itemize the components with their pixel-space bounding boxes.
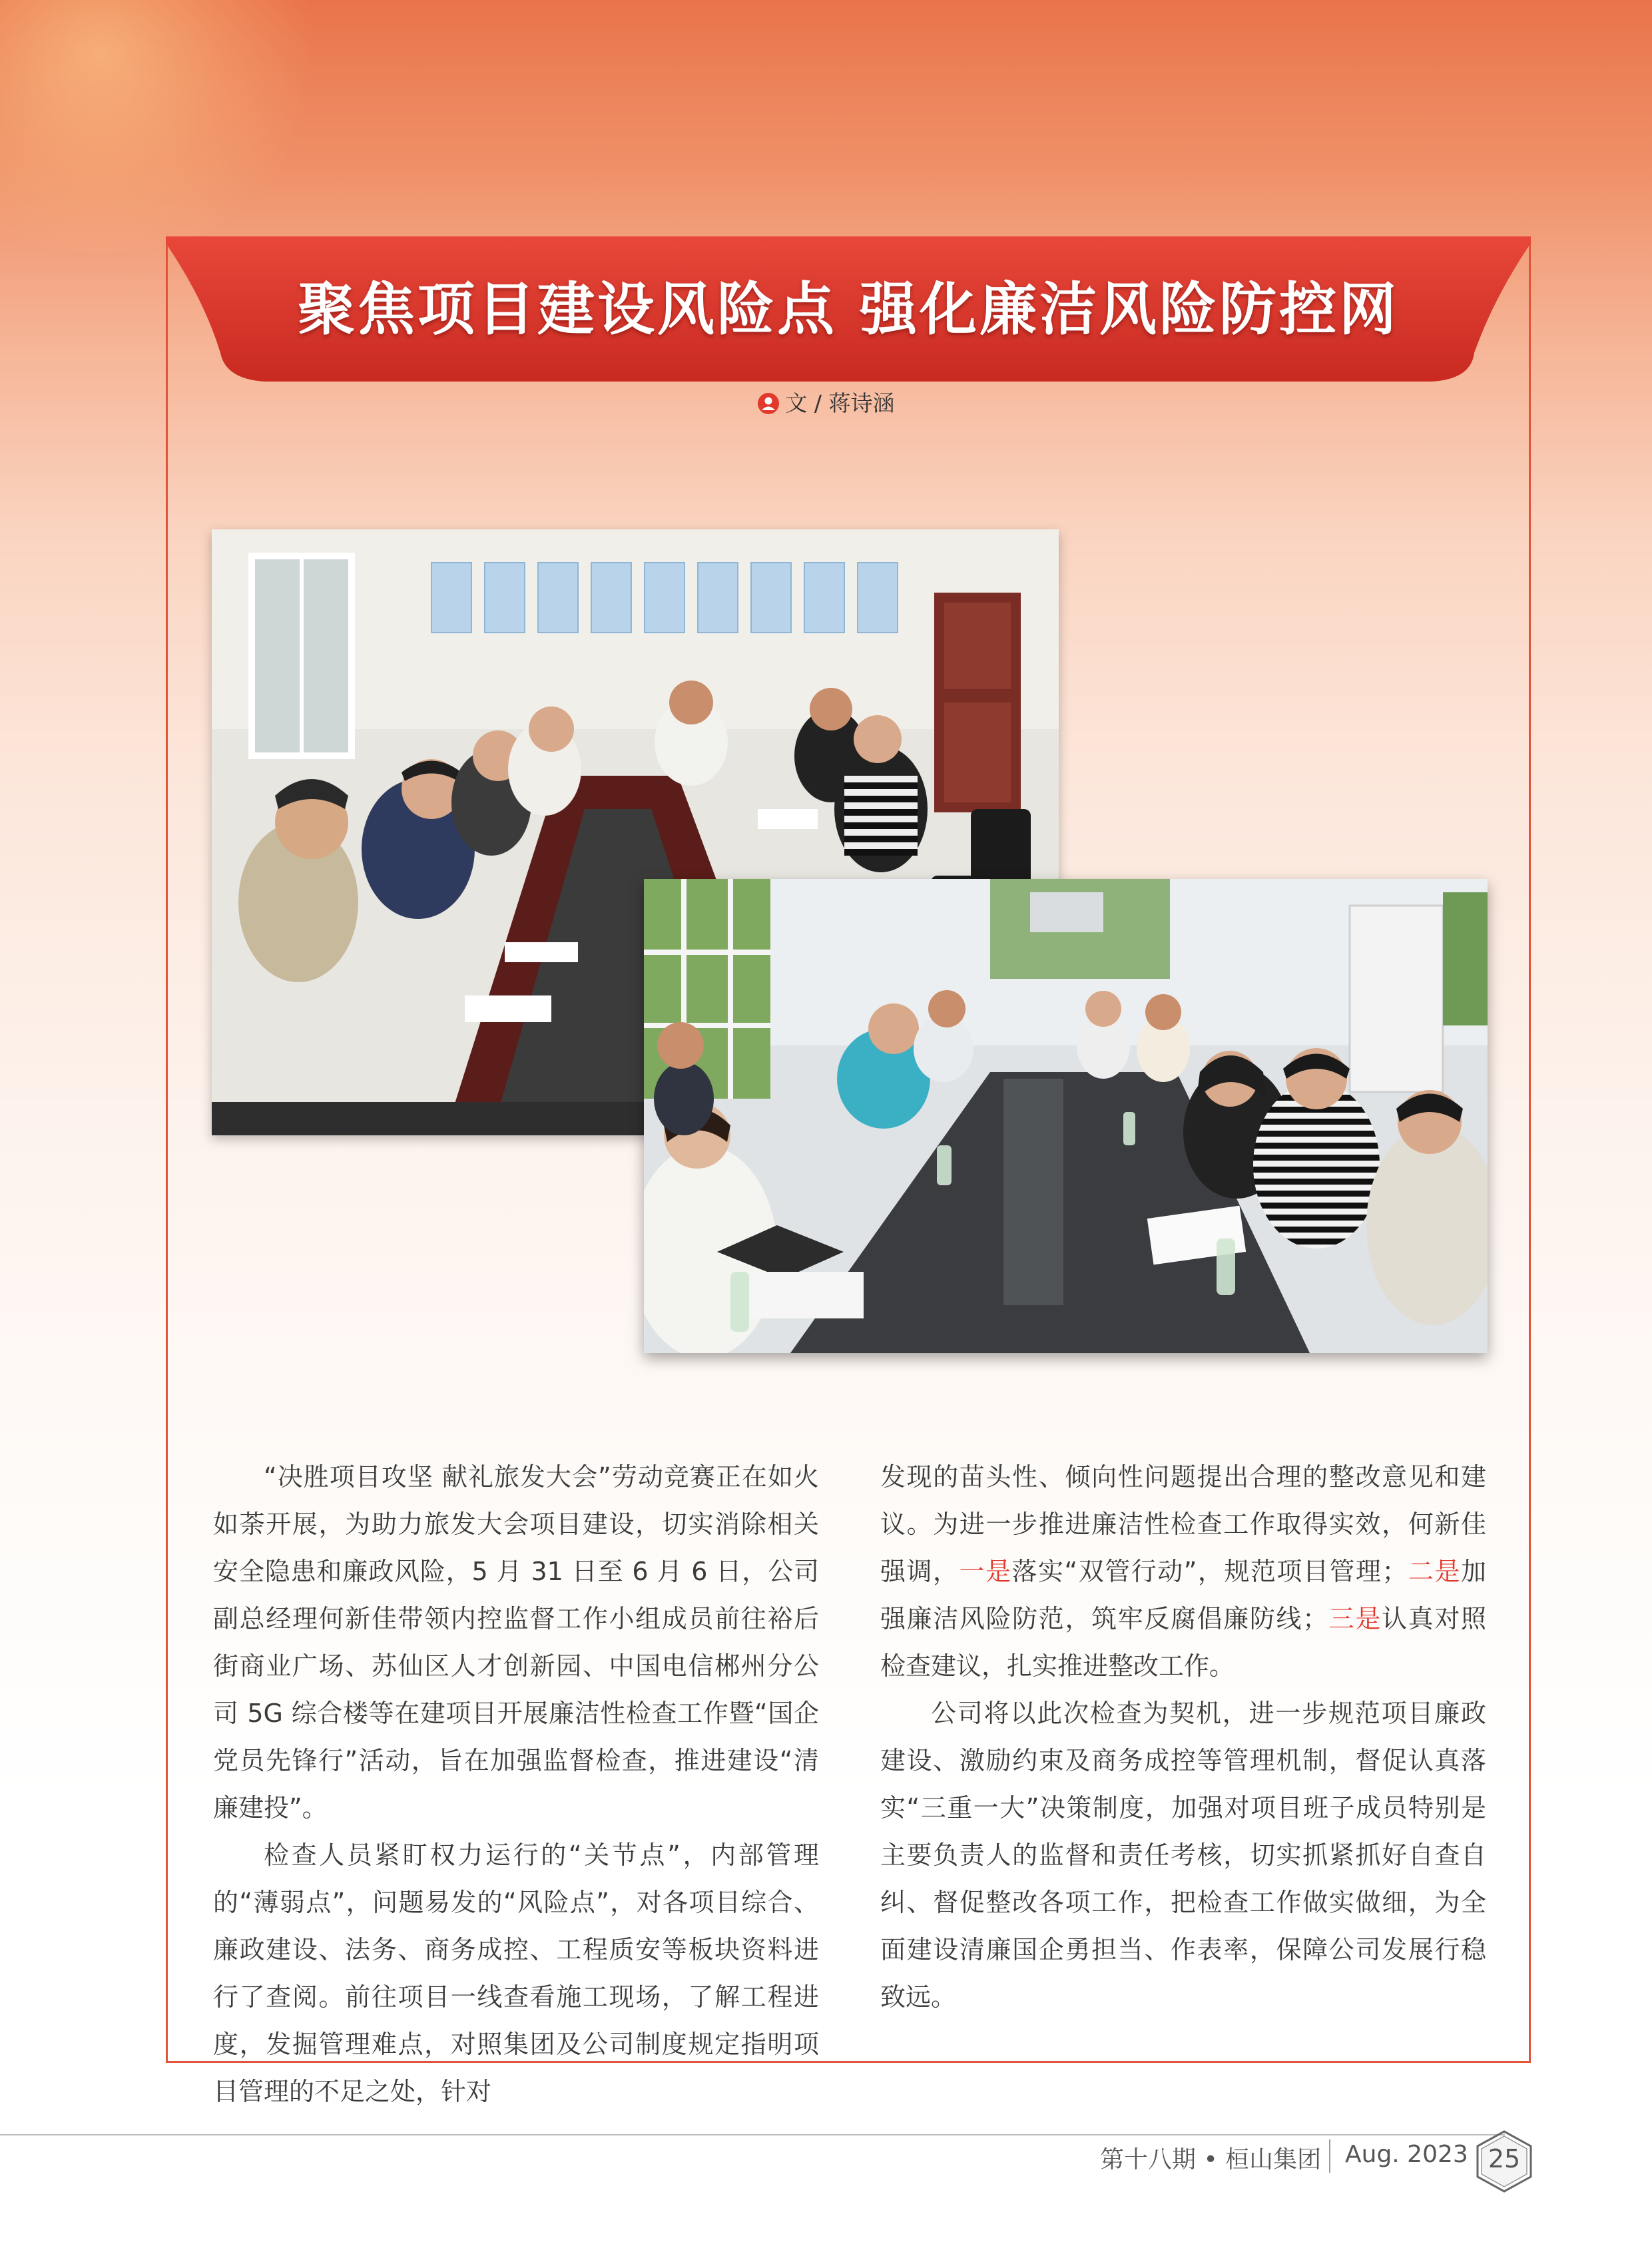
footer-divider xyxy=(1329,2139,1330,2173)
paragraph-2: 检查人员紧盯权力运行的“关节点”，内部管理的“薄弱点”，问题易发的“风险点”，对各项目综合、廉政建设、法务、商务成控、工程质安等板块资料进行了查阅。前往项目一线查看施工现场，了解工程进度，发掘管理难点，对照集团及公司制度规定指明项目管理的不足之处，针对 xyxy=(213,1840,819,2106)
highlight-second: 二是 xyxy=(1407,1557,1461,1586)
paragraph-3-text-c: 加强廉洁风险防范，筑牢反腐倡廉防线； xyxy=(880,1557,1486,1633)
highlight-first: 一是 xyxy=(959,1557,1012,1586)
title-banner xyxy=(166,236,1531,384)
paragraph-3-text-b: 落实“双管行动”，规范项目管理； xyxy=(1011,1557,1408,1586)
paragraph-1: “决胜项目攻坚 献礼旅发大会”劳动竞赛正在如火如荼开展，为助力旅发大会项目建设，切实消除相关安全隐患和廉政风险，5 月 31 日至 6 月 6 日，公司副总经理何新佳带领内控监督工作小组成员前往裕后街商业广场、苏仙区人才创新园、中国电信郴州分公司 5G 综合楼等在建项目开展廉洁性检查工作暨“国企党员先锋行”活动，旨在加强监督检查，推进建设“清廉建投”。 xyxy=(213,1462,819,1822)
paragraph-3 xyxy=(880,1454,1486,1690)
footer-rule xyxy=(0,2134,1505,2135)
article-column-2 xyxy=(880,1454,1486,2021)
page-number-badge xyxy=(1475,2129,1533,2193)
paragraph-4: 公司将以此次检查为契机，进一步规范项目廉政建设、激励约束及商务成控等管理机制，督促认真落实“三重一大”决策制度，加强对项目班子成员特别是主要负责人的监督和责任考核，切实抓紧抓好自查自纠、督促整改各项工作，把检查工作做实做细，为全面建设清廉国企勇担当、作表率，保障公司发展行稳致远。 xyxy=(880,1699,1486,2012)
page-number: 25 xyxy=(1488,2144,1521,2173)
article-column-1 xyxy=(213,1454,819,2115)
author-name: 文 / 蒋诗涵 xyxy=(785,390,895,416)
footer-issue: 第十八期 • 桓山集团 xyxy=(1100,2146,1322,2173)
person-icon xyxy=(757,392,780,415)
paragraph-3-text-a: 发现的苗头性、倾向性问题提出合理的整改意见和建议。为进一步推进廉洁性检查工作取得实效，何新佳强调， xyxy=(880,1462,1486,1586)
footer-date: Aug. 2023 xyxy=(1345,2141,1468,2168)
highlight-third: 三是 xyxy=(1328,1604,1382,1633)
background-glow xyxy=(0,0,333,253)
meeting-photo-2 xyxy=(644,879,1488,1353)
paragraph-3-text-d: 认真对照检查建议，扎实推进整改工作。 xyxy=(880,1604,1486,1681)
author-line xyxy=(0,386,1652,418)
page-title: 聚焦项目建设风险点 强化廉洁风险防控网 xyxy=(298,276,1399,343)
